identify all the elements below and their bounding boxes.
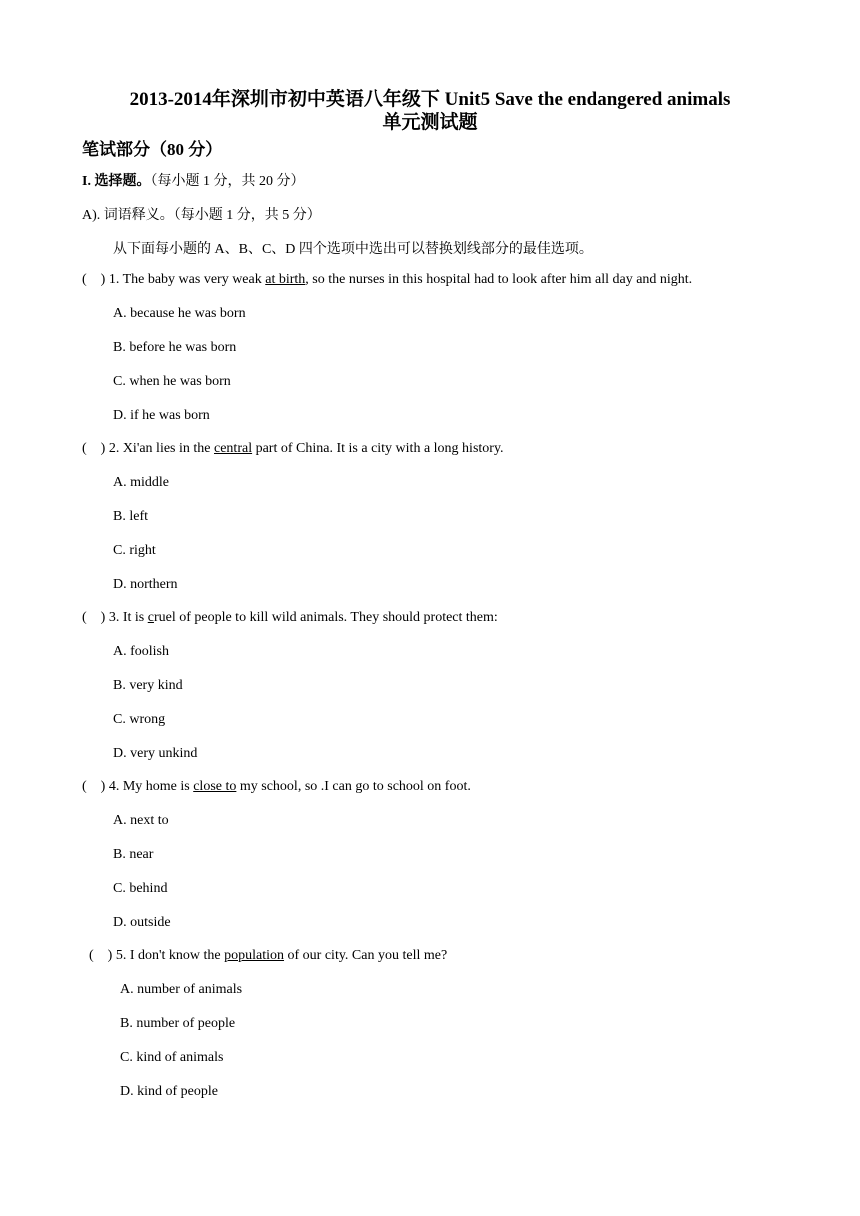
question-4-option-c: C. behind bbox=[113, 881, 168, 896]
question-3-option-c: C. wrong bbox=[113, 712, 166, 727]
question-4 bbox=[82, 779, 471, 795]
instruction: 从下面每小题的 A、B、C、D 四个选项中选出可以替换划线部分的最佳选项。 bbox=[113, 242, 593, 257]
question-5-suffix: of our city. Can you tell me? bbox=[284, 948, 448, 963]
question-1 bbox=[82, 272, 692, 288]
question-4-option-d: D. outside bbox=[113, 915, 171, 930]
question-5 bbox=[89, 948, 447, 964]
question-4-option-a: A. next to bbox=[113, 813, 169, 828]
question-4-option-b: B. near bbox=[113, 847, 154, 862]
question-1-suffix: , so the nurses in this hospital had to look after him all day and night. bbox=[305, 272, 693, 287]
question-3-option-d: D. very unkind bbox=[113, 746, 198, 761]
question-4-prefix: ( ) 4. My home is bbox=[82, 779, 194, 794]
section-heading: 笔试部分（80 分） bbox=[82, 140, 223, 159]
sub-section-heading bbox=[82, 204, 321, 224]
question-1-option-a: A. because he was born bbox=[113, 306, 246, 321]
question-2-option-a: A. middle bbox=[113, 475, 169, 490]
question-1-option-d: D. if he was born bbox=[113, 408, 210, 423]
question-5-prefix: ( ) 5. I don't know the bbox=[89, 948, 225, 963]
question-5-option-a: A. number of animals bbox=[120, 982, 243, 997]
question-2-option-b: B. left bbox=[113, 509, 148, 524]
question-2-option-d: D. northern bbox=[113, 577, 178, 592]
question-2-prefix: ( ) 2. Xi'an lies in the bbox=[82, 441, 214, 456]
question-5-option-b: B. number of people bbox=[120, 1016, 236, 1031]
question-2-suffix: part of China. It is a city with a long history. bbox=[252, 441, 504, 456]
question-1-prefix: ( ) 1. The baby was very weak bbox=[82, 272, 266, 287]
question-3-option-a: A. foolish bbox=[113, 644, 169, 659]
question-1-option-b: B. before he was born bbox=[113, 340, 237, 355]
question-3-underlined: c bbox=[147, 610, 154, 625]
question-5-option-c: C. kind of animals bbox=[120, 1050, 224, 1065]
question-5-underlined: population bbox=[224, 948, 285, 963]
question-3 bbox=[82, 610, 498, 626]
question-2 bbox=[82, 441, 504, 457]
question-1-option-c: C. when he was born bbox=[113, 374, 231, 389]
part-title: 选择题。 bbox=[94, 174, 151, 189]
sub-section-title: 词语释义。（每小题 1 分，共 5 分） bbox=[103, 208, 321, 223]
part-heading bbox=[82, 170, 304, 190]
question-3-option-b: B. very kind bbox=[113, 678, 183, 693]
question-5-option-d: D. kind of people bbox=[120, 1084, 218, 1099]
question-4-suffix: my school, so .I can go to school on foot. bbox=[236, 779, 471, 794]
question-3-suffix: ruel of people to kill wild animals. They should protect them: bbox=[153, 610, 498, 625]
part-note: （每小题 1 分，共 20 分） bbox=[150, 174, 305, 189]
question-1-underlined: at birth bbox=[265, 272, 306, 287]
page-title: 2013-2014年深圳市初中英语八年级下 Unit5 Save the endangered animals bbox=[129, 89, 731, 110]
page-subtitle: 单元测试题 bbox=[382, 112, 478, 133]
part-number: I. bbox=[82, 174, 91, 189]
sub-section-label: A). bbox=[82, 208, 101, 223]
question-4-underlined: close to bbox=[193, 779, 237, 794]
question-3-prefix: ( ) 3. It is bbox=[82, 610, 148, 625]
question-2-option-c: C. right bbox=[113, 543, 156, 558]
question-2-underlined: central bbox=[214, 441, 253, 456]
